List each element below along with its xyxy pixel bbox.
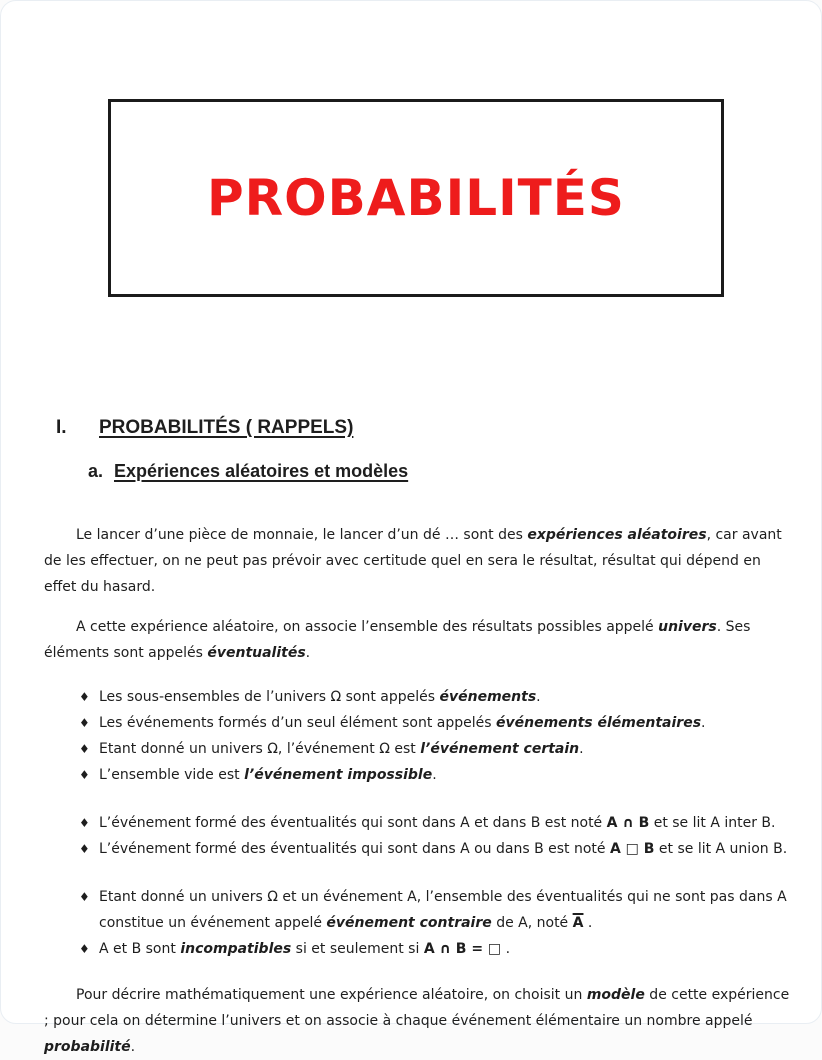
- list-item-text: L’événement formé des éventualités qui sont dans A ou dans B est noté A □ B et se lit A union B.: [99, 841, 788, 857]
- list-item: [79, 836, 795, 862]
- list-item-text: Etant donné un univers Ω et un événement A, l’ensemble des éventualités qui ne sont pas dans A constitue un événement appelé événement contraire de A, noté $\overline{A}$ .: [99, 889, 787, 931]
- bullet-list-evenements: [79, 684, 795, 788]
- title-box: [108, 99, 724, 297]
- list-item: [79, 936, 795, 962]
- list-item-text: Les sous-ensembles de l’univers Ω sont appelés événements.: [99, 689, 541, 705]
- diamond-bullet-icon: ♦: [79, 690, 90, 704]
- diamond-bullet-icon: ♦: [79, 768, 90, 782]
- diamond-bullet-icon: ♦: [79, 742, 90, 756]
- list-item: [79, 762, 795, 788]
- list-item: [79, 810, 795, 836]
- list-item-text: L’événement formé des éventualités qui sont dans A et dans B est noté A ∩ B et se lit A inter B.: [99, 815, 776, 831]
- paragraph-experiences-aleatoires: Le lancer d’une pièce de monnaie, le lancer d’un dé … sont des expériences aléatoires, car avant de les effectuer, on ne peut pas prévoir avec certitude quel en sera le résultat, résultat qui dépend en effet du hasard.: [44, 527, 782, 595]
- diamond-bullet-icon: ♦: [79, 842, 90, 856]
- paragraph-univers: A cette expérience aléatoire, on associe l’ensemble des résultats possibles appelé univers. Ses éléments sont appelés éventualités.: [44, 619, 751, 661]
- document-title: PROBABILITÉS: [207, 169, 625, 227]
- diamond-bullet-icon: ♦: [79, 816, 90, 830]
- list-item-text: L’ensemble vide est l’événement impossible.: [99, 767, 437, 783]
- section-number: I.: [56, 417, 67, 438]
- subsection-heading: [88, 461, 791, 482]
- list-item-text: Etant donné un univers Ω, l’événement Ω est l’événement certain.: [99, 741, 584, 757]
- paragraph-modele-probabilite: Pour décrire mathématiquement une expérience aléatoire, on choisit un modèle de cette expérience ; pour cela on détermine l’univers et on associe à chaque événement élémentaire un nombre appelé probabilité.: [44, 987, 790, 1055]
- list-item: [79, 710, 795, 736]
- section-title: PROBABILITÉS ( RAPPELS): [99, 417, 354, 438]
- list-item: [79, 884, 795, 936]
- subsection-title: Expériences aléatoires et modèles: [114, 461, 409, 481]
- list-item: [79, 736, 795, 762]
- bullet-list-contraire-incompatibles: [79, 884, 795, 962]
- list-item-text: Les événements formés d’un seul élément sont appelés événements élémentaires.: [99, 715, 706, 731]
- bullet-list-inter-union: [79, 810, 795, 862]
- section-heading: [56, 417, 791, 439]
- list-item: [79, 684, 795, 710]
- diamond-bullet-icon: ♦: [79, 942, 90, 956]
- diamond-bullet-icon: ♦: [79, 716, 90, 730]
- diamond-bullet-icon: ♦: [79, 890, 90, 904]
- list-item-text: A et B sont incompatibles si et seulement si A ∩ B = □ .: [99, 941, 511, 957]
- subsection-number: a.: [88, 461, 104, 481]
